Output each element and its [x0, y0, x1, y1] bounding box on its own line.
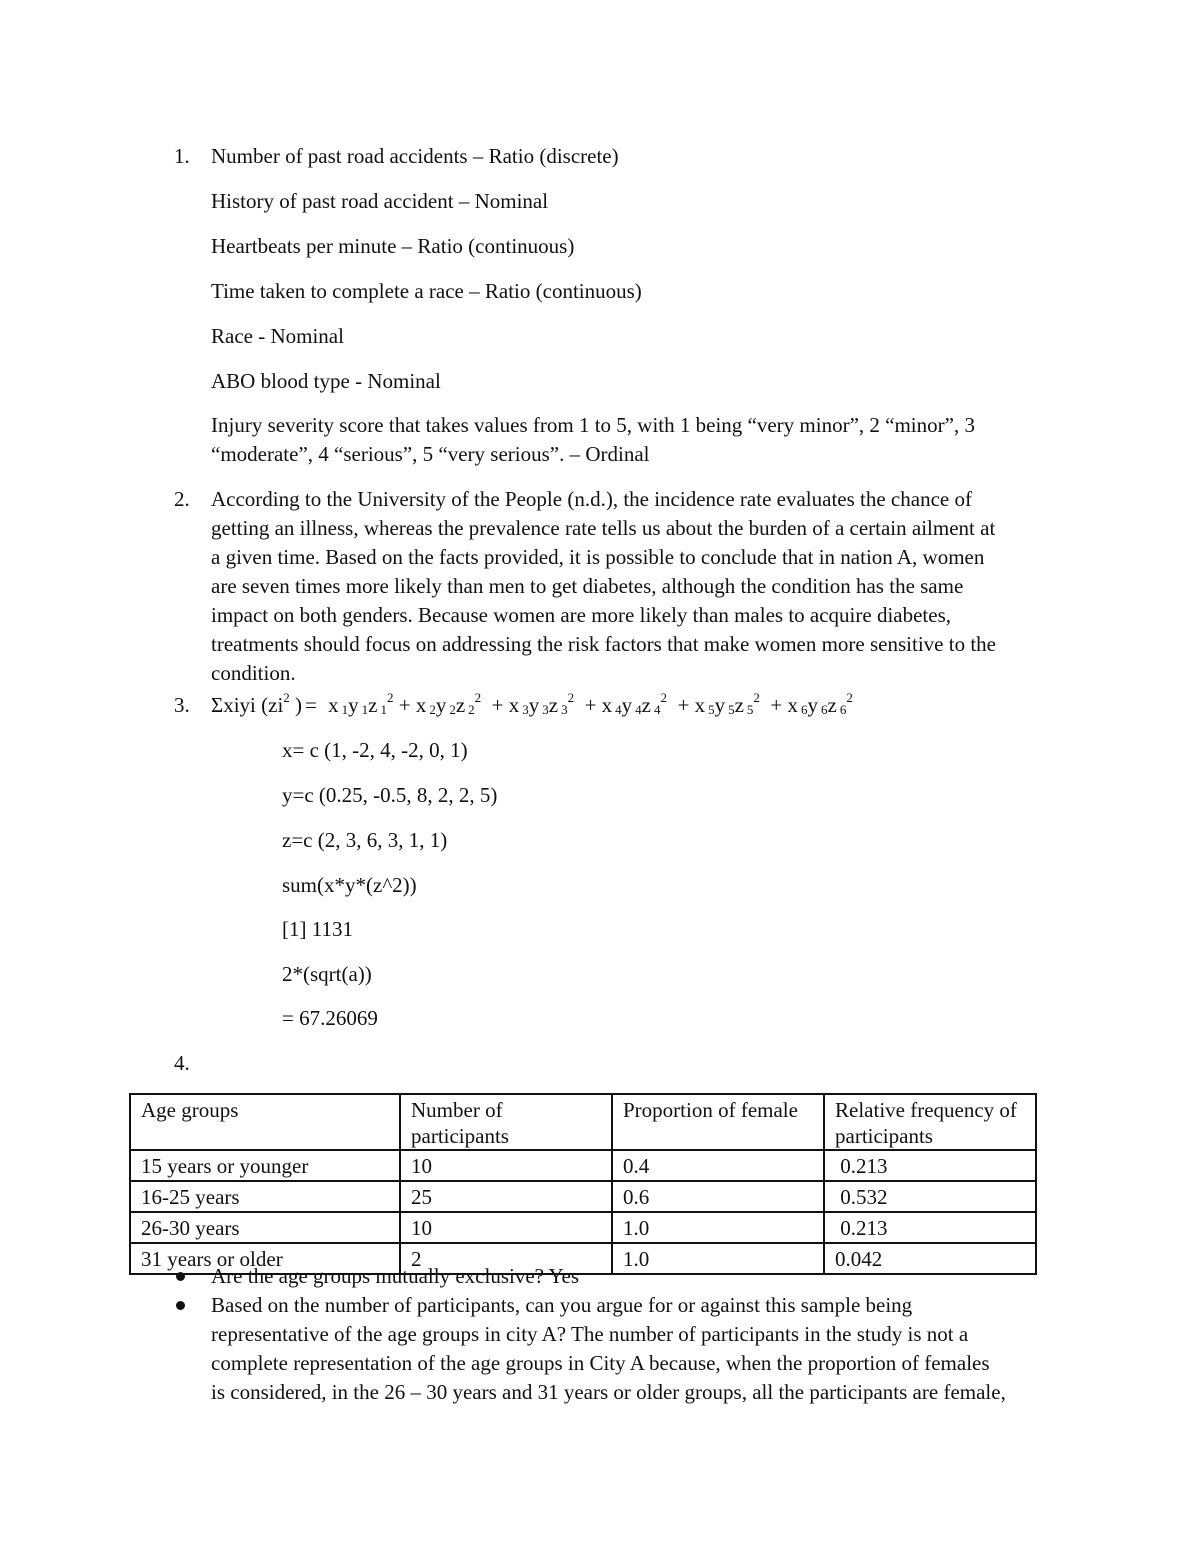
- table-cell: 2: [400, 1243, 612, 1274]
- table-cell: 0.6: [612, 1181, 824, 1212]
- table-row: [130, 1212, 1036, 1243]
- question-4-number: 4.: [174, 1051, 190, 1075]
- q1-item: ABO blood type - Nominal: [211, 369, 441, 393]
- code-line: z=c (2, 3, 6, 3, 1, 1): [282, 828, 448, 852]
- table-cell: 15 years or younger: [130, 1150, 400, 1181]
- bullet-text: complete representation of the age groups in City A because, when the proportion of females: [211, 1351, 990, 1375]
- header-cell: Number of participants: [400, 1094, 612, 1150]
- q1-item: Heartbeats per minute – Ratio (continuous): [211, 234, 575, 258]
- bullet-text: Based on the number of participants, can you argue for or against this sample being: [211, 1293, 913, 1317]
- question-3-number: 3.: [174, 693, 190, 717]
- table-cell: 0.4: [612, 1150, 824, 1181]
- q2-line: are seven times more likely than men to get diabetes, although the condition has the same: [211, 574, 964, 598]
- code-line: sum(x*y*(z^2)): [282, 873, 417, 897]
- table-row: [130, 1181, 1036, 1212]
- table-header-row: [130, 1094, 1036, 1150]
- bullet-text: Are the age groups mutually exclusive? Yes: [211, 1264, 580, 1288]
- header-cell: Age groups: [130, 1094, 400, 1150]
- q1-injury-line: “moderate”, 4 “serious”, 5 “very serious”. – Ordinal: [211, 442, 650, 466]
- code-line: [1] 1131: [282, 917, 353, 941]
- q2-line: condition.: [211, 661, 296, 685]
- question-1-number: 1.: [174, 144, 190, 168]
- table-cell: 25: [400, 1181, 612, 1212]
- header-cell: Relative frequency of participants: [824, 1094, 1036, 1150]
- q2-line: According to the University of the People (n.d.), the incidence rate evaluates the chance of: [211, 487, 972, 511]
- q2-line: impact on both genders. Because women are more likely than males to acquire diabetes,: [211, 603, 951, 627]
- equation-prefix: Σxiyi (zi: [211, 693, 284, 717]
- age-groups-table: [129, 1093, 1037, 1275]
- table-cell: 10: [400, 1212, 612, 1243]
- table-cell: 31 years or older: [130, 1243, 400, 1274]
- q1-item: Number of past road accidents – Ratio (discrete): [211, 144, 619, 168]
- code-line: x= c (1, -2, 4, -2, 0, 1): [282, 738, 468, 762]
- q1-item: History of past road accident – Nominal: [211, 189, 549, 213]
- table-cell: 0.213: [824, 1212, 1036, 1243]
- code-line: 2*(sqrt(a)): [282, 962, 372, 986]
- table-cell: 0.213: [824, 1150, 1036, 1181]
- question-2-number: 2.: [174, 487, 190, 511]
- bullet-text: is considered, in the 26 – 30 years and 31 years or older groups, all the participants are female,: [211, 1380, 1006, 1404]
- table-cell: 26-30 years: [130, 1212, 400, 1243]
- code-line: = 67.26069: [282, 1006, 378, 1030]
- table-cell: 10: [400, 1150, 612, 1181]
- table-cell: 0.532: [824, 1181, 1036, 1212]
- table-cell: 0.042: [824, 1243, 1036, 1274]
- bullet-dot-icon: [176, 1301, 185, 1310]
- q2-line: treatments should focus on addressing the risk factors that make women more sensitive to the: [211, 632, 996, 656]
- q1-item: Race - Nominal: [211, 324, 344, 348]
- table-cell: 1.0: [612, 1212, 824, 1243]
- bullet-dot-icon: [176, 1272, 185, 1281]
- summation-equation: Σxiyi ($zi^2$ )= $x_1y_1z_1^2 + x_2y_2z_2^2 + x_3y_3z_3^2 + x_4y_4z_4^2 + x_5y_5z_5^2 + x_6y_6z_6^2$: [211, 690, 853, 717]
- table-row: [130, 1150, 1036, 1181]
- q2-line: getting an illness, whereas the prevalence rate tells us about the burden of a certain ailment at: [211, 516, 996, 540]
- code-line: y=c (0.25, -0.5, 8, 2, 2, 5): [282, 783, 498, 807]
- q1-item: Time taken to complete a race – Ratio (continuous): [211, 279, 642, 303]
- bullet-text: representative of the age groups in city A? The number of participants in the study is not a: [211, 1322, 969, 1346]
- table-cell: 1.0: [612, 1243, 824, 1274]
- table-cell: 16-25 years: [130, 1181, 400, 1212]
- header-cell: Proportion of female: [612, 1094, 824, 1150]
- q1-injury-line: Injury severity score that takes values from 1 to 5, with 1 being “very minor”, 2 “minor”, 3: [211, 413, 975, 437]
- q2-line: a given time. Based on the facts provided, it is possible to conclude that in nation A, women: [211, 545, 985, 569]
